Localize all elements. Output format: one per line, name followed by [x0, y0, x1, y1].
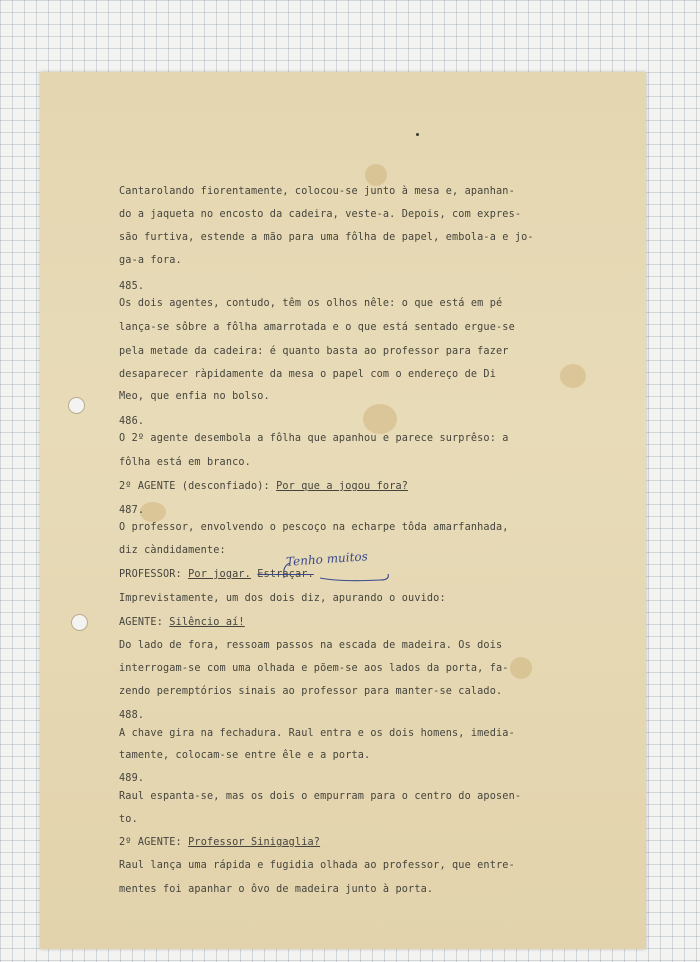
text-line: Raul espanta-se, mas os dois o empurram para o centro do aposen-: [119, 791, 522, 802]
text-line: Imprevistamente, um dos dois diz, apurando o ouvido:: [119, 593, 446, 604]
struck-word: Estraçar.: [257, 569, 314, 580]
text-line: fôlha está em branco.: [119, 457, 251, 468]
dialogue-line: [119, 837, 320, 848]
text-line: to.: [119, 814, 138, 825]
text-line: mentes foi apanhar o ôvo de madeira junto à porta.: [119, 884, 434, 895]
speaker-label: PROFESSOR:: [119, 569, 189, 580]
text-line: do a jaqueta no encosto da cadeira, veste-a. Depois, com expres-: [119, 209, 522, 220]
dialogue-line: [119, 481, 408, 492]
text-line: Cantarolando fiorentamente, colocou-se junto à mesa e, apanhan-: [119, 186, 515, 197]
text-line: O 2º agente desembola a fôlha que apanhou e parece surprêso: a: [119, 433, 509, 444]
text-line: zendo peremptórios sinais ao professor para manter-se calado.: [119, 686, 503, 697]
text-line: Raul lança uma rápida e fugidia olhada ao professor, que entre-: [119, 860, 515, 871]
handwritten-correction: Tenho muitos: [285, 549, 369, 569]
scene-number: 489.: [119, 773, 145, 784]
text-line: Os dois agentes, contudo, têm os olhos nêle: o que está em pé: [119, 298, 503, 309]
speaker-label: 2º AGENTE:: [119, 837, 189, 848]
text-line: desaparecer ràpidamente da mesa o papel com o endereço de Di: [119, 369, 497, 380]
dialogue-text: Por que a jogou fora?: [276, 481, 409, 492]
stain: [560, 364, 586, 388]
punch-hole: [68, 397, 85, 414]
punch-hole: [71, 614, 88, 631]
text-line: A chave gira na fechadura. Raul entra e os dois homens, imedia-: [119, 728, 515, 739]
text-line: O professor, envolvendo o pescoço na echarpe tôda amarfanhada,: [119, 522, 509, 533]
text-line: Meo, que enfia no bolso.: [119, 391, 270, 402]
dialogue-text: Silêncio aí!: [169, 617, 245, 628]
text-line: lança-se sôbre a fôlha amarrotada e o que está sentado ergue-se: [119, 322, 515, 333]
dialogue-text: Por jogar.: [188, 569, 251, 580]
stain: [510, 657, 532, 679]
text-line: diz càndidamente:: [119, 545, 226, 556]
text-line: interrogam-se com uma olhada e põem-se aos lados da porta, fa-: [119, 663, 509, 674]
dialogue-text: Professor Sinigaglia?: [188, 837, 321, 848]
scene-number: 485.: [119, 281, 145, 292]
stain: [365, 164, 387, 186]
text-line: pela metade da cadeira: é quanto basta ao professor para fazer: [119, 346, 509, 357]
handwritten-bracket: [280, 560, 392, 582]
text-line: ga-a fora.: [119, 255, 182, 266]
ink-dot: [416, 133, 419, 136]
scene-number: 486.: [119, 416, 145, 427]
scene-number: 488.: [119, 710, 145, 721]
speaker-label: AGENTE:: [119, 617, 170, 628]
text-line: são furtiva, estende a mão para uma fôlha de papel, embola-a e jo-: [119, 232, 534, 243]
speaker-label: 2º AGENTE (desconfiado):: [119, 481, 277, 492]
text-line: Do lado de fora, ressoam passos na escada de madeira. Os dois: [119, 640, 503, 651]
dialogue-line: [119, 617, 245, 628]
scene-number: 487.: [119, 505, 145, 516]
stain: [363, 404, 397, 434]
text-line: tamente, colocam-se entre êle e a porta.: [119, 750, 371, 761]
